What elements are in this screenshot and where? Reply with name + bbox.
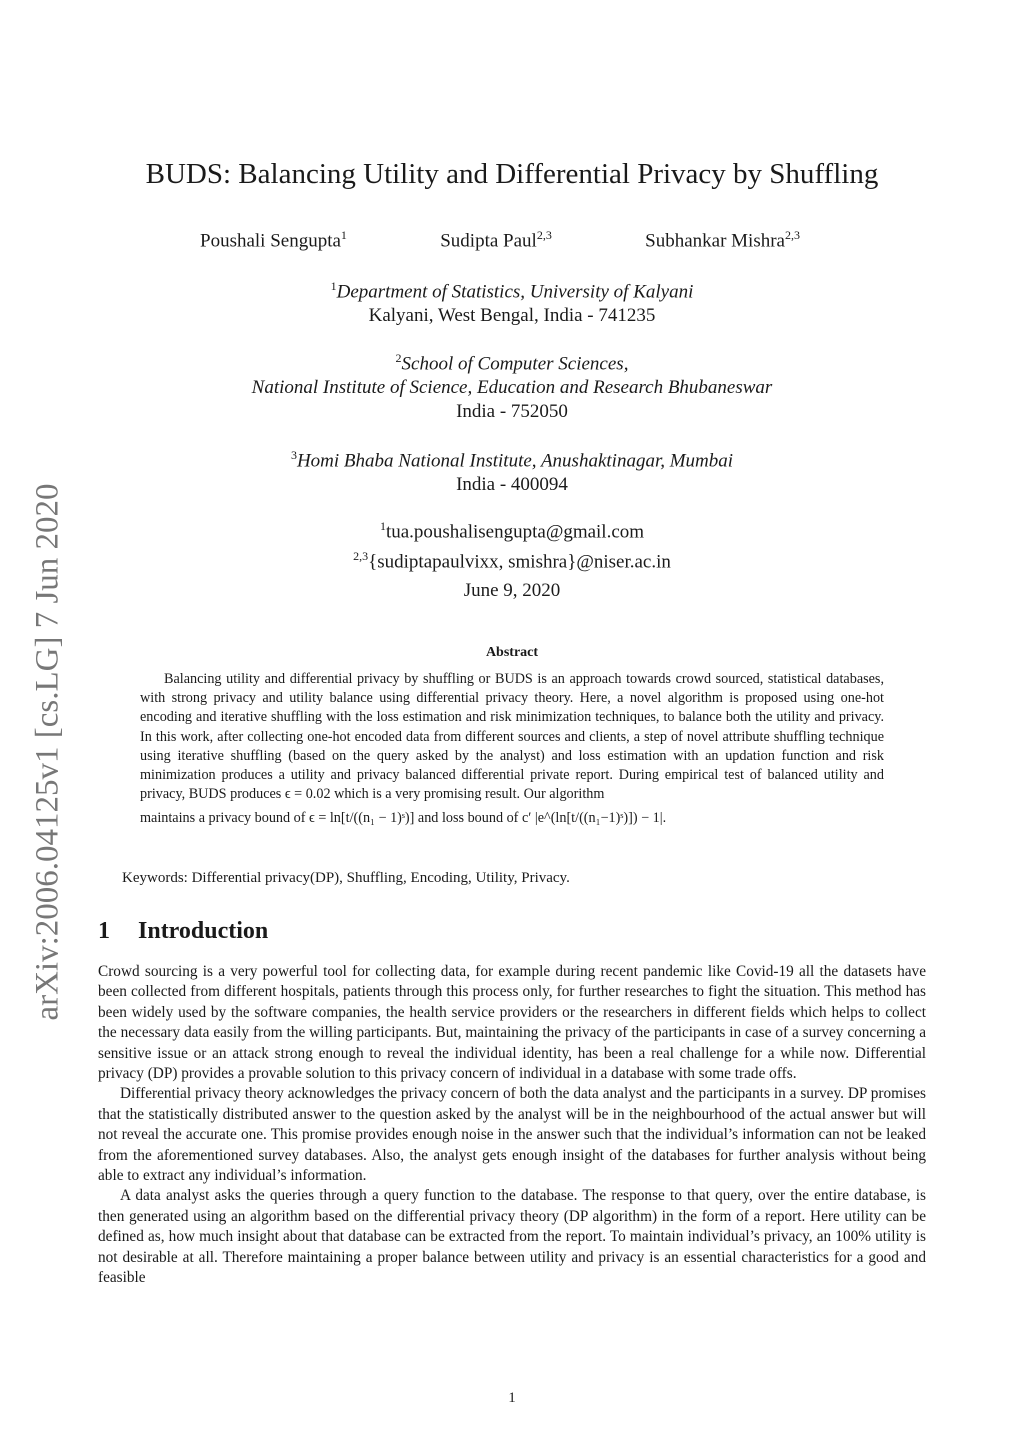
abstract-heading: Abstract	[485, 645, 539, 660]
paragraph: Differential privacy theory acknowledges the privacy concern of both the data analyst and the participants in a survey. DP promises that the statistically distributed answer to the question asked by the analyst will be in the neighbourhood of the actual answer but will not reveal the accurate one. This promise provides enough noise in the answer such that the individual’s information can not be leaked from the aforementioned survey databases. Also, the analyst gets enough insight of the databases for further analysis without being able to extract any individual’s information.	[98, 1085, 926, 1185]
affiliation-2: $^2$School of Computer Sciences, National Institute of Science, Education and Research Bhubaneswar India - 752050	[251, 351, 773, 423]
author-list	[200, 228, 800, 252]
keywords: Keywords: Differential privacy(DP), Shuffling, Encoding, Utility, Privacy.	[122, 870, 570, 886]
paper-date: June 9, 2020	[463, 580, 561, 601]
paragraph: A data analyst asks the queries through a query function to the database. The response to that query, over the entire database, is then generated using an algorithm based on the differential privacy theory (DP algorithm) in the form of a report. Here utility can be defined as, how much insight about that database can be extracted from the report. To maintain individual’s privacy, an 100% utility is not desirable at all. Therefore maintaining a proper balance between utility and privacy is an essential characteristics for a good and feasible	[98, 1187, 926, 1287]
paragraph: Crowd sourcing is a very powerful tool for collecting data, for example during recent pandemic like Covid-19 all the datasets have been collected from different hospitals, patients through this process only, for further researches to fight the situation. This method has been widely used by the software companies, the health service providers or the researchers in different fields which helps to collect the necessary data easily from the willing participants. But, maintaining the privacy of the participants in case of a survey concerning a sensitive issue or an attack strong enough to reveal the individual identity, has been a real challenge for a while now. Differential privacy (DP) provides a provable solution to this privacy concern of individual in a database with some trade offs.	[98, 963, 926, 1083]
author: Sudipta Paul$^{2,3}$	[440, 228, 552, 252]
affiliation-3: $^3$Homi Bhaba National Institute, Anushaktinagar, Mumbai India - 400094	[290, 448, 734, 496]
abstract-bounds: maintains a privacy bound of ϵ = ln[t/((n₁ − 1)ˢ)] and loss bound of c′ |e^(ln[t/((n₁−1)ˢ)]) − 1|.	[140, 810, 667, 827]
email-block	[0, 514, 1024, 575]
email[interactable]: $^{2,3}${sudiptapaulvixx, smishra}@niser.ac.in	[353, 549, 671, 573]
affiliation-1: $^1$Department of Statistics, University of Kalyani Kalyani, West Bengal, India - 741235	[330, 279, 694, 327]
section-heading	[98, 918, 268, 945]
author: Poushali Sengupta$^1$	[200, 228, 347, 252]
abstract-text: Balancing utility and differential privacy by shuffling or BUDS is an approach towards crowd sourced, statistical databases, with strong privacy and utility balance using differential privacy theory. Here, a novel algorithm is proposed using one-hot encoding and iterative shuffling with the loss estimation and risk minimization techniques, to balance both the utility and privacy. In this work, after collecting one-hot encoded data from different sources and clients, a step of novel attribute shuffling technique using iterative shuffling (based on the query asked by the analyst) and loss estimation with an updation function and risk minimization produces a utility and privacy balanced differential private report. During empirical test of balanced utility and privacy, BUDS produces ϵ = 0.02 which is a very promising result. Our algorithm	[140, 671, 884, 803]
page-number: 1	[508, 1390, 516, 1406]
abstract	[140, 670, 884, 829]
body-text	[98, 962, 926, 1289]
arxiv-id: arXiv:2006.04125v1 [cs.LG] 7 Jun 2020	[29, 483, 66, 1021]
paper-title: BUDS: Balancing Utility and Differential Privacy by Shuffling	[145, 158, 879, 190]
section-title: Introduction	[138, 918, 269, 944]
email[interactable]: $^1$tua.poushalisengupta@gmail.com	[379, 519, 645, 543]
author: Subhankar Mishra$^{2,3}$	[645, 228, 800, 252]
section-number: 1	[98, 918, 110, 944]
